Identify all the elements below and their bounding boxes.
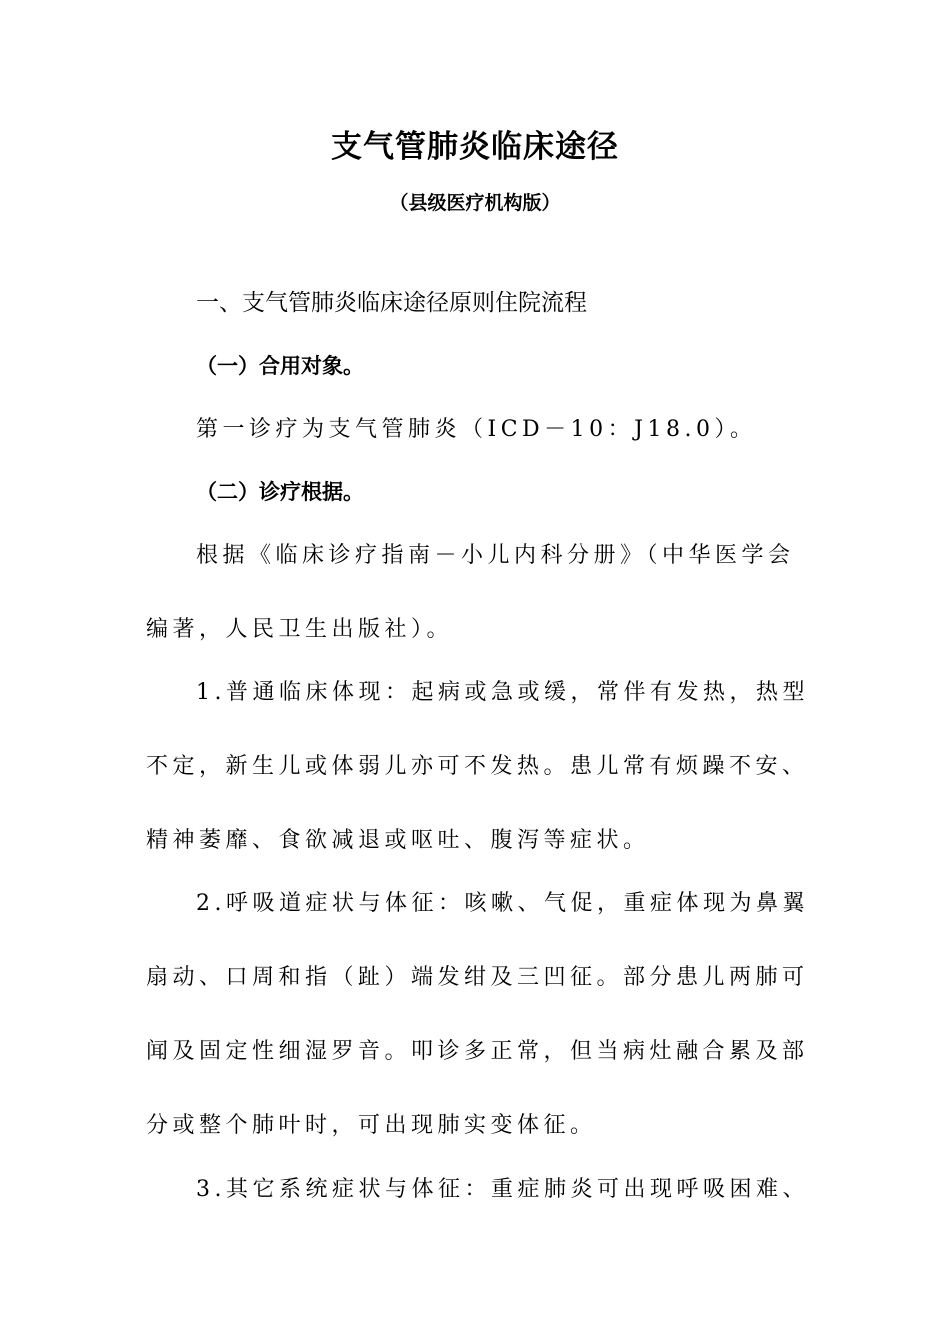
paragraph-line: 根据《临床诊疗指南－小儿内科分册》（中华医学会 [196, 543, 795, 568]
paragraph-line: 3.其它系统症状与体征：重症肺炎可出现呼吸困难、 [196, 1177, 809, 1202]
document-title: 支气管肺炎临床途径 [331, 129, 619, 165]
paragraph-line: 编著，人民卫生出版社）。 [146, 617, 454, 642]
paragraph-line: 分或整个肺叶时，可出现肺实变体征。 [146, 1113, 597, 1138]
section-heading: 一、支气管肺炎临床途径原则住院流程 [196, 290, 587, 316]
paragraph-line: 第一诊疗为支气管肺炎（ICD－10：J18.0）。 [196, 417, 757, 442]
document-subtitle: （县级医疗机构版） [389, 192, 561, 214]
paragraph-line: 精神萎靡、食欲减退或呕吐、腹泻等症状。 [146, 828, 650, 853]
paragraph-line: 2.呼吸道症状与体征：咳嗽、气促，重症体现为鼻翼 [196, 891, 809, 916]
paragraph-line: 扇动、口周和指（趾）端发绀及三凹征。部分患儿两肺可 [146, 965, 809, 990]
paragraph-line: 1.普通临床体现：起病或急或缓，常伴有发热，热型 [196, 680, 809, 705]
subsection-heading-2: （二）诊疗根据。 [196, 480, 364, 504]
paragraph-line: 闻及固定性细湿罗音。叩诊多正常，但当病灶融合累及部 [146, 1039, 809, 1064]
paragraph-line: 不定，新生儿或体弱儿亦可不发热。患儿常有烦躁不安、 [146, 754, 809, 779]
subsection-heading-1: （一）合用对象。 [196, 354, 364, 378]
